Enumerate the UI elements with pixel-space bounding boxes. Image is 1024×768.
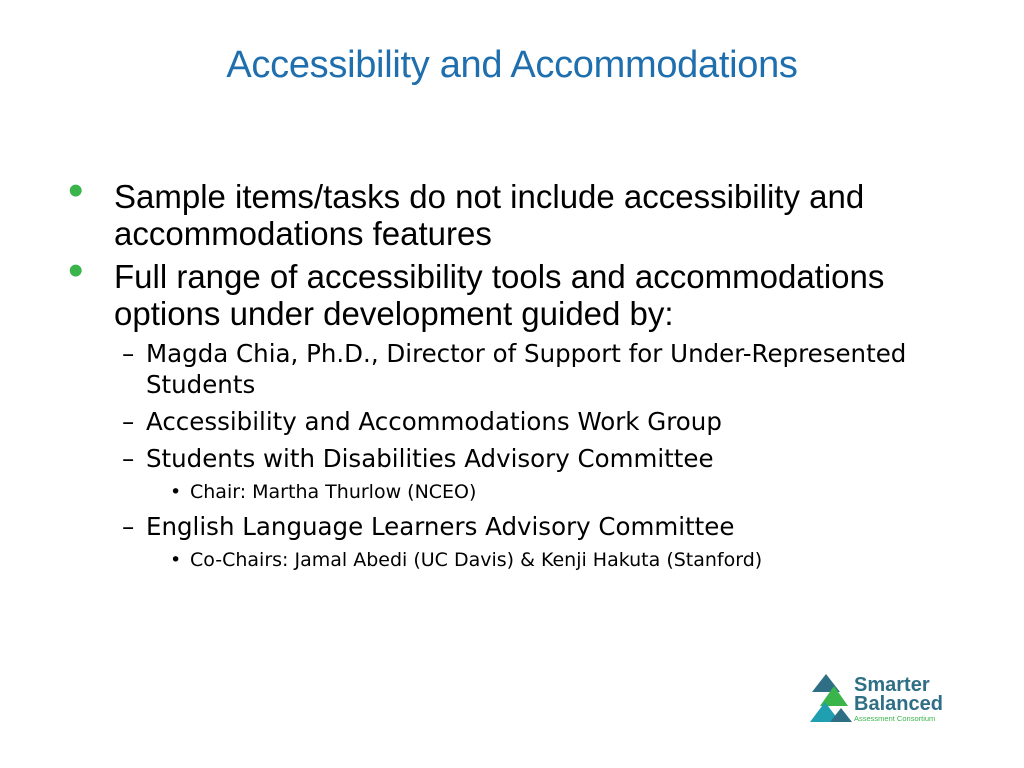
dash-marker: –	[122, 407, 135, 436]
dash-marker: –	[122, 339, 135, 368]
smarter-balanced-logo	[808, 670, 988, 730]
logo-text-smarter: Smarter	[854, 674, 930, 696]
bullet-item	[62, 246, 962, 332]
slide-body	[62, 166, 962, 577]
dot-marker: •	[170, 481, 182, 503]
sub-sub-bullet-text: Chair: Martha Thurlow (NCEO)	[190, 481, 477, 503]
slide-title: Accessibility and Accommodations	[226, 44, 798, 86]
logo-text-balanced: Balanced	[854, 693, 943, 715]
sub-bullet-text: Magda Chia, Ph.D., Director of Support for Under-Represented Students	[146, 339, 907, 399]
bullet-marker: •	[68, 246, 84, 295]
sub-sub-bullet-text: Co-Chairs: Jamal Abedi (UC Davis) & Kenji Hakuta (Stanford)	[190, 549, 763, 571]
bullet-item	[62, 166, 962, 252]
dash-marker: –	[122, 512, 135, 541]
sub-sub-bullet-item	[62, 547, 962, 573]
sub-bullet-text: Students with Disabilities Advisory Committee	[146, 444, 714, 473]
sub-bullet-text: Accessibility and Accommodations Work Group	[146, 407, 722, 436]
bullet-marker: •	[68, 166, 84, 215]
sub-bullet-item	[62, 338, 926, 400]
sub-sub-bullet-item	[62, 479, 962, 505]
bullet-text: Full range of accessibility tools and accommodations options under development guided by:	[114, 258, 885, 332]
sub-bullet-item	[62, 406, 926, 437]
dash-marker: –	[122, 444, 135, 473]
sub-bullet-text: English Language Learners Advisory Committee	[146, 512, 735, 541]
logo-text-consortium: Assessment Consortium	[854, 714, 936, 723]
sub-bullet-item	[62, 511, 926, 542]
sub-bullet-item	[62, 443, 926, 474]
dot-marker: •	[170, 549, 182, 571]
bullet-text: Sample items/tasks do not include accessibility and accommodations features	[114, 178, 865, 252]
